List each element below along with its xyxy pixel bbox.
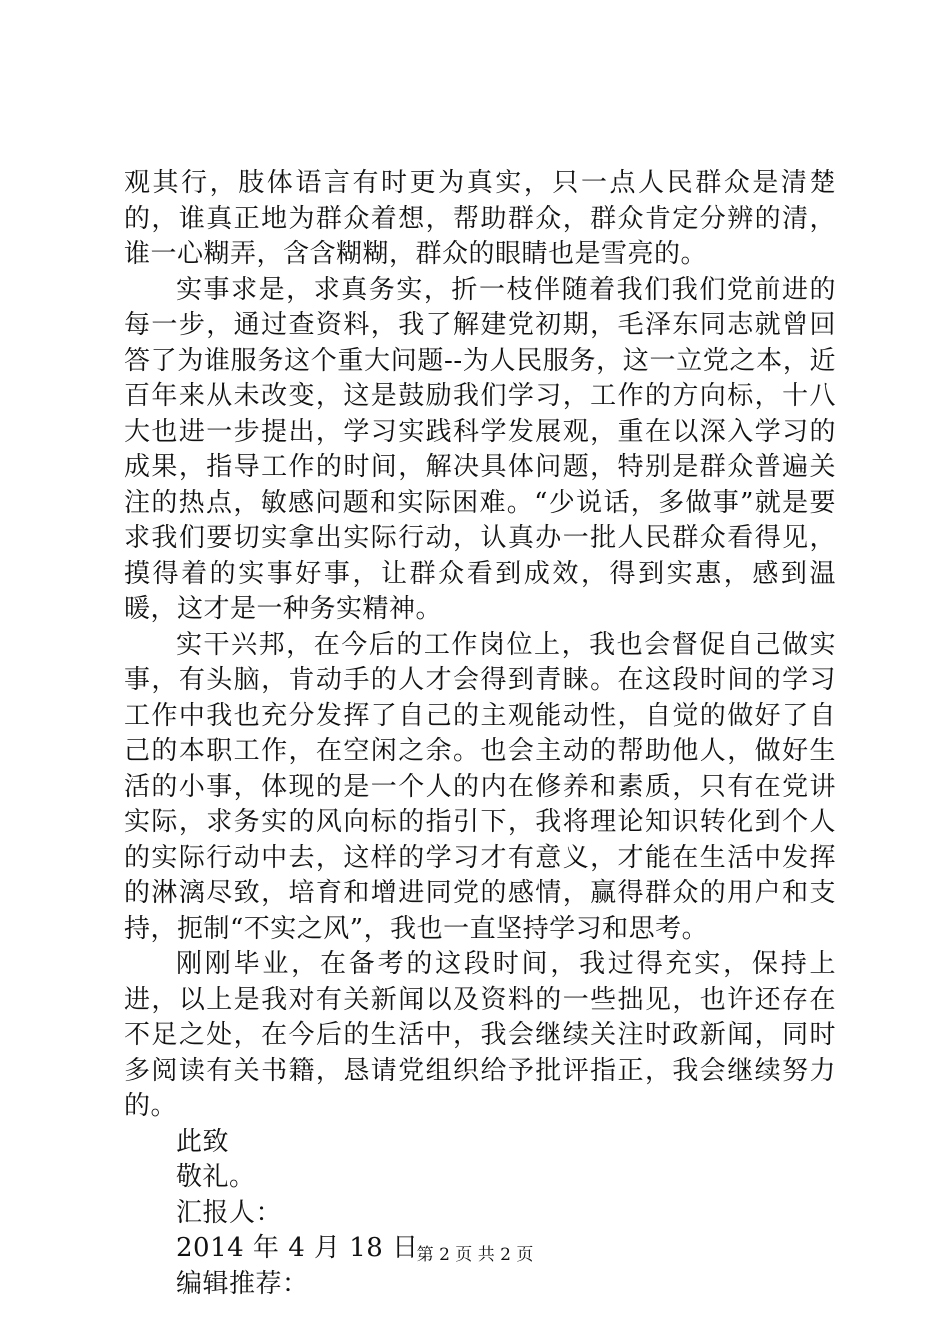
reporter-label: 汇报人：: [176, 1197, 283, 1228]
paragraph-hard-work: 实干兴邦，在今后的工作岗位上，我也会督促自己做实事，有头脑，肯动手的人才会得到青睐。在这段时间的学习工作中我也充分发挥了自己的主观能动性，自觉的做好了自己的本职工作，在空闲之余。也会主动的帮助他人，做好生活的小事，体现的是一个人的内在修养和素质，只有在党讲实际，求务实的风向标的指引下，我将理论知识转化到个人的实际行动中去，这样的学习才有意义，才能在生活中发挥的淋漓尽致，培育和增进同党的感情，赢得群众的用户和支持，扼制“不实之风”，我也一直坚持学习和思考。: [124, 629, 836, 944]
paragraph-seek-truth: 实事求是，求真务实，折一枝伴随着我们我们党前进的每一步，通过查资料，我了解建党初期，毛泽东同志就曾回答了为谁服务这个重大问题--为人民服务，这一立党之本，近百年来从未改变，这是鼓励我们学习，工作的方向标，十八大也进一步提出，学习实践科学发展观，重在以深入学习的成果，指导工作的时间，解决具体问题，特别是群众普遍关注的热点，敏感问题和实际困难。“少说话，多做事”就是要求我们要切实拿出实际行动，认真办一批人民群众看得见，摸得着的实事好事，让群众看到成效，得到实惠，感到温暖，这才是一种务实精神。: [124, 274, 836, 624]
page-footer: [0, 1243, 950, 1267]
paragraph-conclusion: 刚刚毕业，在备考的这段时间，我过得充实，保持上进，以上是我对有关新闻以及资料的一些拙见，也许还存在不足之处，在今后的生活中，我会继续关注时政新闻，同时多阅读有关书籍，恳请党组织给予批评指正，我会继续努力的。: [124, 949, 836, 1121]
closing-regards: 敬礼。: [176, 1162, 256, 1192]
report-date: 2014 年 4 月 18 日: [176, 1233, 419, 1263]
closing-salutation: 此致: [176, 1126, 230, 1157]
paragraph-continuation: 观其行，肢体语言有时更为真实，只一点人民群众是清楚的，谁真正地为群众着想，帮助群众，群众肯定分辨的清，谁一心糊弄，含含糊糊，群众的眼睛也是雪亮的。: [124, 168, 836, 269]
editor-recommend-label: 编辑推荐：: [176, 1268, 309, 1299]
document-body: [124, 166, 836, 1302]
page-number-indicator: 第 2 页 共 2 页: [416, 1245, 534, 1265]
